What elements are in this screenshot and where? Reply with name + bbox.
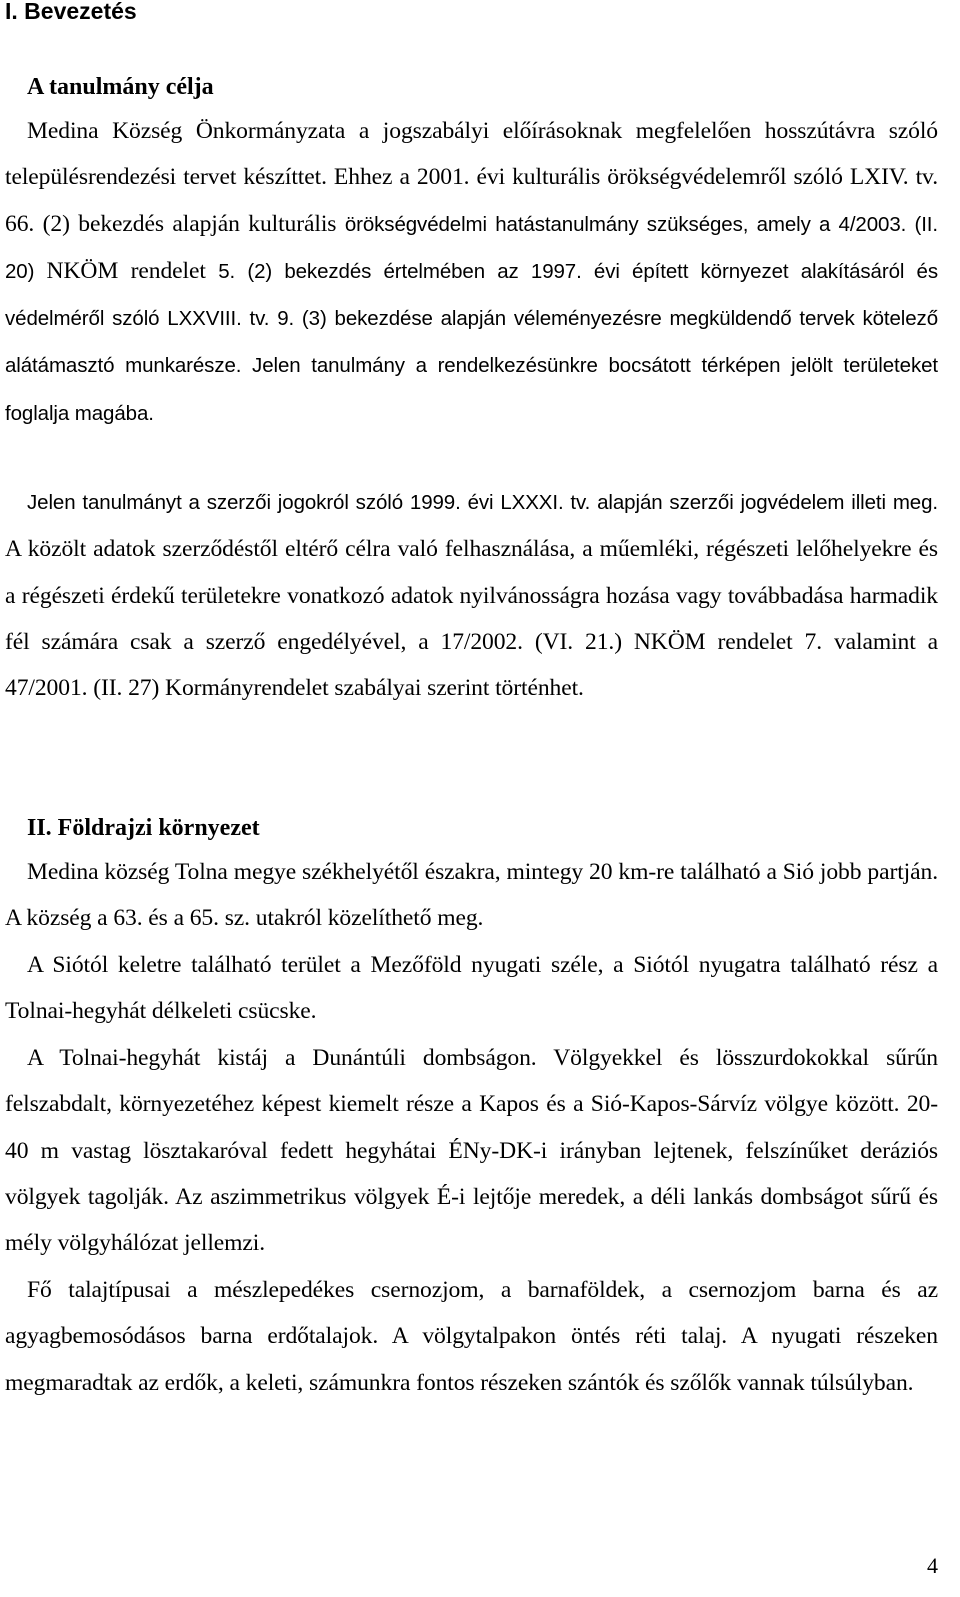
- text-run: Medina Község Önkormányzata a jogszabályi előírásoknak megfelelően hosszútávra szóló településrendezési tervet készíttet. Ehhez a 2001. évi kulturális örökségvédelemről szóló LXIV. tv. 66. (2) bekezdés alapján kulturális: [5, 118, 938, 237]
- paragraph-purpose: [5, 108, 938, 437]
- section-heading-geography: II. Földrajzi környezet: [27, 815, 260, 841]
- text-run: NKÖM rendelet: [46, 257, 219, 284]
- paragraph-terrain: A Siótól keletre található terület a Mezőföld nyugati széle, a Siótól nyugatra található rész a Tolnai-hegyhát délkeleti csücske.: [5, 952, 938, 1025]
- paragraph-location: Medina község Tolna megye székhelyétől északra, mintegy 20 km-re található a Sió jobb partján. A község a 63. és a 65. sz. utakról közelíthető meg.: [5, 859, 938, 932]
- page-number: 4: [927, 1553, 938, 1578]
- paragraph-hegyhat: A Tolnai-hegyhát kistáj a Dunántúli dombságon. Völgyekkel és lösszurdokokkal sűrűn felszabdalt, környezetéhez képest kiemelt része a Kapos és a Sió-Kapos-Sárvíz völgye között. 20-40 m vastag lösztakaróval fedett hegyhátai ÉNy-DK-i irányban lejtenek, felszínűket deráziós völgyek tagolják. Az aszimmetrikus völgyek É-i lejtője meredek, a déli lankás dombságot sűrű és mély völgyhálózat jellemzi.: [5, 1045, 938, 1257]
- text-run: Jelen tanulmányt a szerzői jogokról szóló 1999. évi LXXXI. tv. alapján szerzői jogvédelem illeti meg.: [27, 491, 938, 514]
- text-run: A közölt adatok szerződéstől eltérő célra való felhasználása, a műemléki, régészeti lelőhelyekre és a régészeti érdekű területekre vonatkozó adatok nyilvánosságra hozása vagy továbbadása harmadik fél számára csak a szerző engedélyével, a 17/2002. (VI. 21.) NKÖM rendelet 7. valamint a 47/2001. (II. 27) Kormányrendelet szabályai szerint történhet.: [5, 536, 938, 702]
- section-heading-introduction: I. Bevezetés: [5, 0, 137, 24]
- text-run: örökségvédelmi hatástanulmány szükséges, amely a 4/2003. (II. 20): [5, 212, 938, 283]
- paragraph-copyright: [5, 479, 938, 711]
- paragraph-soils: Fő talajtípusai a mészlepedékes csernozjom, a barnaföldek, a csernozjom barna és az agyagbemosódásos barna erdőtalajok. A völgytalpakon öntés réti talaj. A nyugati részeken megmaradtak az erdők, a keleti, számunkra fontos részeken szántók és szőlők vannak túlsúlyban.: [5, 1277, 938, 1396]
- subheading-study-purpose: A tanulmány célja: [27, 74, 214, 100]
- text-run: 5. (2) bekezdés értelmében az 1997. évi épített környezet alakításáról és védelméről szóló LXXVIII. tv. 9. (3) bekezdése alapján véleményezésre megküldendő tervek kötelező alátámasztó munkarésze. Jelen tanulmány a rendelkezésünkre bocsátott térképen jelölt területeket foglalja magába.: [5, 259, 938, 425]
